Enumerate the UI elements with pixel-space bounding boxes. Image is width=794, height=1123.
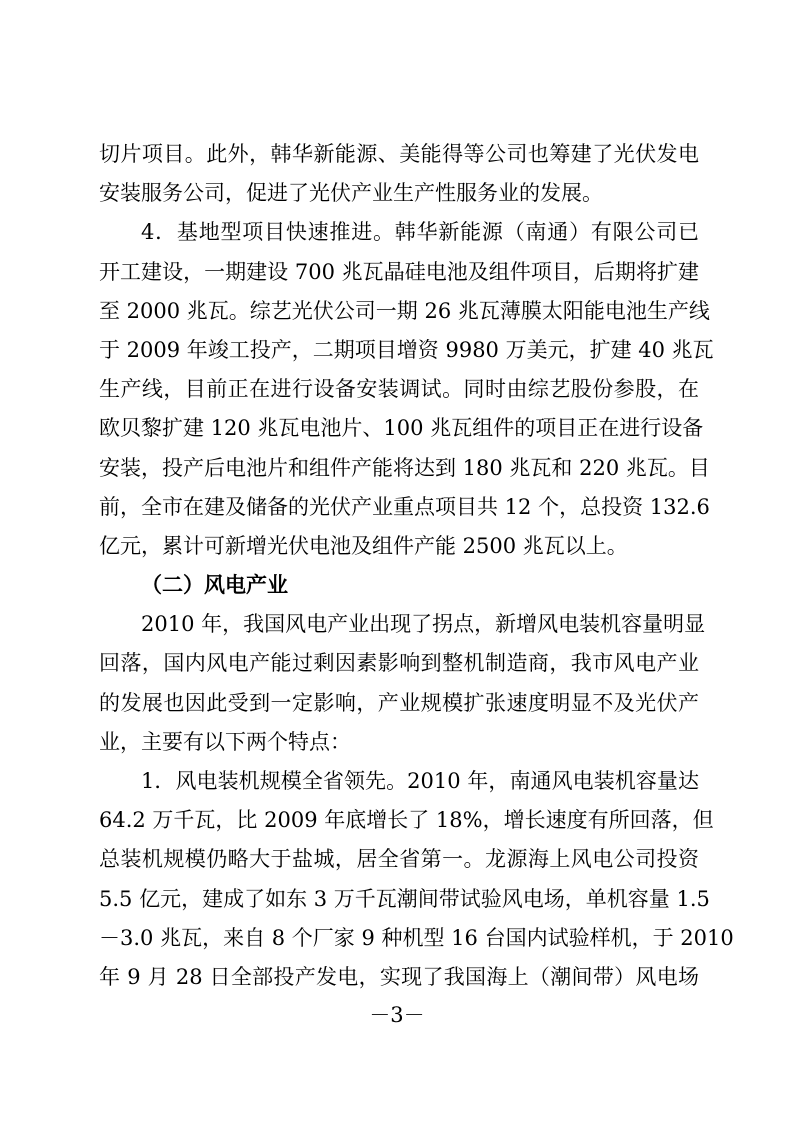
- text-line: 欧贝黎扩建 120 兆瓦电池片、100 兆瓦组件的项目正在进行设备: [99, 416, 704, 441]
- text-line: 亿元，累计可新增光伏电池及组件产能 2500 兆瓦以上。: [99, 533, 628, 558]
- page-number: －3－: [369, 1003, 425, 1027]
- section-heading: （二）风电产业: [141, 573, 288, 598]
- text-line: 总装机规模仍略大于盐城，居全省第一。龙源海上风电公司投资: [99, 847, 699, 872]
- text-line: 安装，投产后电池片和组件产能将达到 180 兆瓦和 220 兆瓦。目: [99, 455, 710, 480]
- text-line: 安装服务公司，促进了光伏产业生产性服务业的发展。: [99, 181, 603, 206]
- text-line: 1．风电装机规模全省领先。2010 年，南通风电装机容量达: [141, 769, 699, 793]
- text-line: 回落，国内风电产能过剩因素影响到整机制造商，我市风电产业: [99, 651, 699, 676]
- text-line: 2010 年，我国风电产业出现了拐点，新增风电装机容量明显: [141, 612, 706, 637]
- text-line: 开工建设，一期建设 700 兆瓦晶硅电池及组件项目，后期将扩建: [99, 259, 699, 284]
- text-line: 生产线，目前正在进行设备安装调试。同时由综艺股份参股，在: [99, 377, 699, 402]
- text-line: 64.2 万千瓦，比 2009 年底增长了 18%，增长速度有所回落，但: [99, 808, 714, 833]
- text-line: 切片项目。此外，韩华新能源、美能得等公司也筹建了光伏发电: [99, 142, 699, 166]
- text-line: －3.0 兆瓦，来自 8 个厂家 9 种机型 16 台国内试验样机，于 2010: [99, 925, 734, 950]
- text-line: 4．基地型项目快速推进。韩华新能源（南通）有限公司已: [141, 220, 699, 245]
- text-line: 5.5 亿元，建成了如东 3 万千瓦潮间带试验风电场，单机容量 1.5: [99, 886, 710, 911]
- text-line: 年 9 月 28 日全部投产发电，实现了我国海上（潮间带）风电场: [99, 964, 699, 989]
- text-line: 于 2009 年竣工投产，二期项目增资 9980 万美元，扩建 40 兆瓦: [99, 337, 714, 362]
- text-line: 至 2000 兆瓦。综艺光伏公司一期 26 兆瓦薄膜太阳能电池生产线: [99, 298, 710, 323]
- body-text: [99, 135, 734, 997]
- text-line: 业，主要有以下两个特点：: [99, 729, 351, 754]
- text-line: 前，全市在建及储备的光伏产业重点项目共 12 个，总投资 132.6: [99, 494, 710, 519]
- text-line: 的发展也因此受到一定影响，产业规模扩张速度明显不及光伏产: [99, 690, 699, 715]
